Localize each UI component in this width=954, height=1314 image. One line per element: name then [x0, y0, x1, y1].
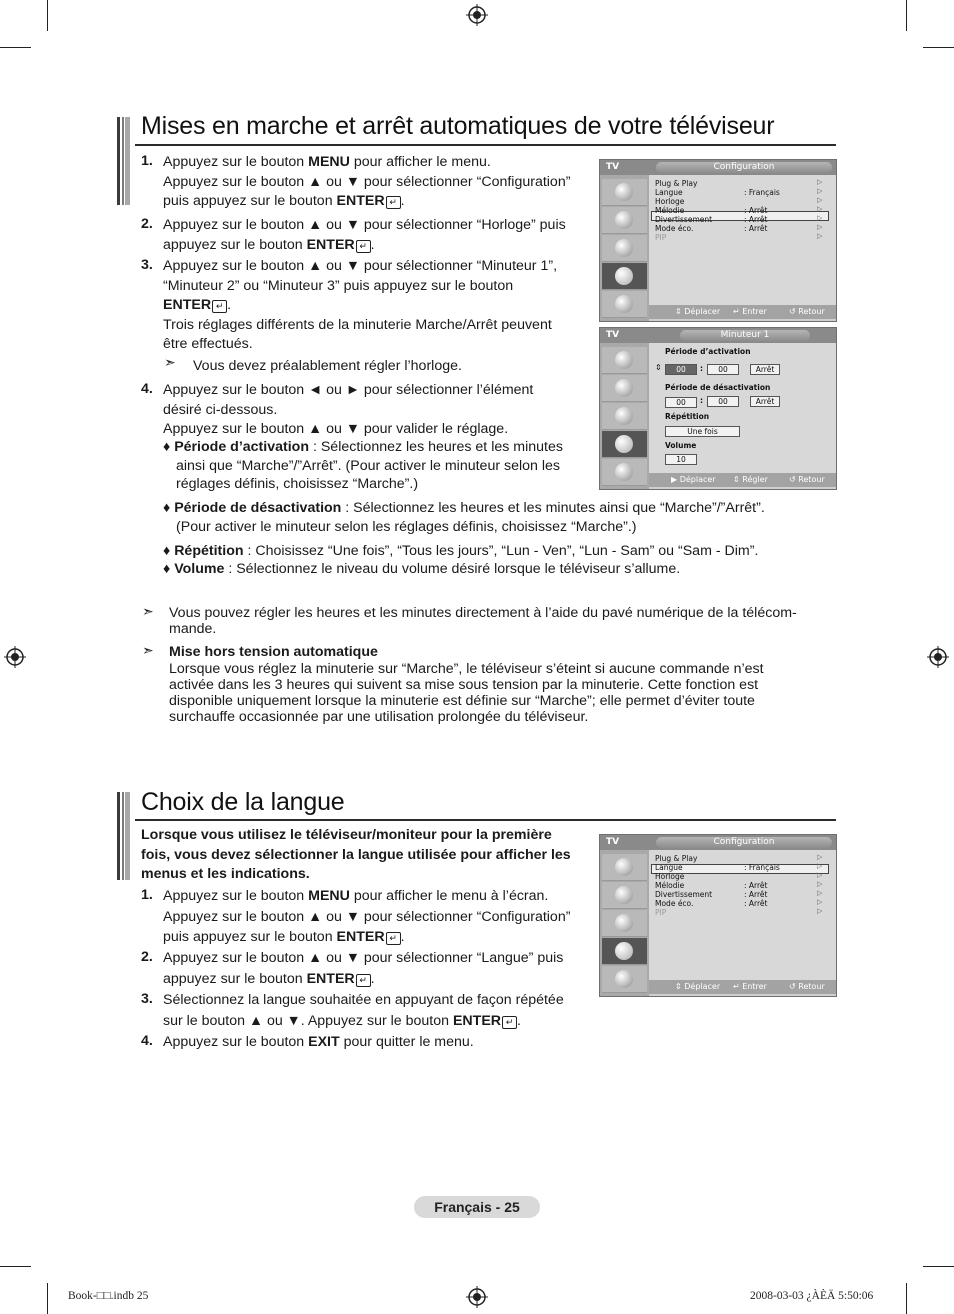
enter-icon: ↵ — [212, 300, 227, 313]
step-text: Appuyez sur le bouton ▲ ou ▼ pour sélectionner “Horloge” puis — [163, 217, 566, 233]
setup-gear-icon[interactable] — [602, 938, 647, 965]
menu-item[interactable]: PIP — [655, 233, 667, 242]
step-text: puis appuyez sur le bouton ENTER ↵ . — [163, 929, 405, 945]
arrow-right-icon: ▷ — [817, 232, 823, 240]
option-name: Volume — [174, 561, 225, 577]
volume-label: Volume — [665, 441, 697, 450]
menu-sidebar — [600, 343, 649, 489]
section-title: Choix de la langue — [141, 788, 345, 816]
menu-item[interactable]: Langue — [655, 188, 683, 197]
menu-header — [600, 835, 836, 850]
on-minute-field[interactable]: 00 — [707, 364, 739, 375]
enter-hint: ↵ Entrer — [733, 982, 767, 991]
menu-item-value: : Arrêt — [744, 899, 768, 908]
section-bar — [117, 792, 130, 880]
menu-item-value: : Arrêt — [744, 215, 768, 224]
repeat-field[interactable]: Une fois — [665, 426, 740, 437]
menu-sidebar — [600, 850, 649, 996]
crop-mark — [47, 0, 48, 31]
option-text: ♦ Répétition : Choisissez “Une fois”, “Tous les jours”, “Lun - Ven”, “Lun - Sam” ou “Sam - Dim”. — [163, 543, 759, 559]
section-bar — [117, 117, 130, 205]
step-text: “Minuteur 2” ou “Minuteur 3” puis appuyez sur le bouton — [163, 277, 514, 294]
picture-icon[interactable] — [602, 854, 647, 881]
arrow-right-icon: ▷ — [817, 196, 823, 204]
return-hint: ↺ Retour — [789, 982, 825, 991]
menu-item[interactable]: Langue — [655, 863, 683, 872]
arrow-right-icon: ▷ — [817, 178, 823, 186]
enter-icon: ↵ — [386, 196, 401, 209]
crop-mark — [0, 1266, 31, 1267]
sound-icon[interactable] — [602, 207, 647, 234]
move-hint: ⇕ Déplacer — [675, 307, 721, 316]
menu-item-value: : Arrêt — [744, 206, 768, 215]
option-name: Répétition — [174, 543, 244, 559]
tv-label: TV — [606, 837, 620, 847]
tv-label: TV — [606, 162, 620, 172]
step-text: Sélectionnez la langue souhaitée en appuyant de façon répétée — [163, 992, 564, 1008]
note-text: Vous devez préalablement régler l’horloge. — [193, 358, 462, 374]
tv-menu-configuration — [599, 834, 837, 997]
registration-mark-icon — [4, 646, 26, 668]
return-hint: ↺ Retour — [789, 475, 825, 484]
print-file-info: Book-□□.indb 25 — [68, 1290, 149, 1302]
off-minute-field[interactable]: 00 — [707, 396, 739, 407]
enter-button-label: ENTER — [336, 929, 385, 945]
enter-button-label: ENTER — [306, 970, 355, 987]
menu-item[interactable]: Divertissement — [655, 215, 713, 224]
option-name: Période de désactivation — [174, 500, 342, 516]
picture-icon[interactable] — [602, 179, 647, 206]
channel-icon[interactable] — [602, 910, 647, 937]
enter-hint: ↵ Entrer — [733, 307, 767, 316]
move-hint: ⇕ Déplacer — [675, 982, 721, 991]
page-number-badge: Français - 25 — [414, 1196, 540, 1218]
arrow-right-icon: ▷ — [817, 862, 823, 870]
enter-button-label: ENTER — [452, 1012, 502, 1029]
arrow-right-icon: ▷ — [817, 898, 823, 906]
menu-item[interactable]: Horloge — [655, 197, 685, 206]
input-icon[interactable] — [602, 291, 647, 318]
step-number: 1. — [141, 153, 153, 169]
channel-icon[interactable] — [602, 403, 647, 430]
menu-item-value: : Français — [744, 863, 780, 872]
menu-item[interactable]: Mélodie — [655, 206, 685, 215]
off-hour-field[interactable]: 00 — [665, 397, 697, 408]
registration-mark-icon — [466, 1286, 488, 1308]
option-name: Période d’activation — [174, 439, 310, 455]
step-text: Appuyez sur le bouton ▲ ou ▼ pour sélectionner “Configuration” — [163, 908, 571, 925]
enter-icon: ↵ — [386, 932, 401, 945]
crop-mark — [0, 47, 31, 48]
deactivation-label: Période de désactivation — [665, 383, 771, 392]
intro-text: Lorsque vous utilisez le téléviseur/moniteur pour la première fois, vous devez sélectionner la langue utilisée pour afficher les menus et les indications. — [141, 827, 571, 883]
step-text: appuyez sur le bouton ENTER ↵ . — [163, 970, 375, 987]
colon: : — [700, 396, 703, 405]
step-text: Appuyez sur le bouton MENU pour afficher le menu à l’écran. — [163, 888, 549, 904]
colon: : — [700, 364, 703, 373]
step-text: ENTER ↵ . — [163, 297, 232, 314]
step-number: 4. — [141, 1033, 153, 1049]
menu-header — [600, 328, 836, 343]
step-text: Appuyez sur le bouton ▲ ou ▼ pour sélectionner “Langue” puis — [163, 950, 564, 966]
menu-item[interactable]: Divertissement — [655, 890, 713, 899]
enter-button-label: ENTER — [306, 236, 355, 253]
menu-item-value: : Arrêt — [744, 890, 768, 899]
button-label: MENU — [308, 154, 350, 170]
menu-title: Minuteur 1 — [680, 330, 810, 341]
section-title: Mises en marche et arrêt automatiques de votre téléviseur — [141, 112, 775, 140]
arrow-right-icon: ▷ — [817, 223, 823, 231]
section-rule — [135, 144, 836, 146]
tv-menu-timer — [599, 327, 837, 490]
note-arrow-icon: ➣ — [142, 603, 154, 619]
menu-item[interactable]: Plug & Play — [655, 179, 698, 188]
note-arrow-icon: ➣ — [142, 642, 154, 658]
updown-icon: ⇕ — [655, 363, 662, 372]
crop-mark — [906, 0, 907, 31]
setup-gear-icon[interactable] — [602, 263, 647, 290]
arrow-right-icon: ▷ — [817, 889, 823, 897]
move-hint: ▶ Déplacer — [671, 475, 716, 484]
menu-item[interactable]: PIP — [655, 908, 667, 917]
menu-header — [600, 160, 836, 175]
input-icon[interactable] — [602, 966, 647, 993]
enter-icon: ↵ — [356, 974, 371, 987]
menu-item[interactable]: Mélodie — [655, 881, 685, 890]
menu-body — [649, 343, 836, 475]
menu-footer — [649, 473, 836, 487]
option-text: ♦ Volume : Sélectionnez le niveau du volume désiré lorsque le téléviseur s’allume. — [163, 561, 681, 577]
menu-item-value: : Arrêt — [744, 224, 768, 233]
option-text: ainsi que “Marche”/”Arrêt”. (Pour activer le minuteur selon les — [176, 457, 560, 474]
menu-item[interactable]: Plug & Play — [655, 854, 698, 863]
setup-gear-icon[interactable] — [602, 431, 647, 458]
auto-off-title: Mise hors tension automatique — [169, 644, 378, 660]
menu-item[interactable]: Mode éco. — [655, 224, 694, 233]
arrow-right-icon: ▷ — [817, 871, 823, 879]
step-number: 4. — [141, 381, 153, 397]
step-text: Trois réglages différents de la minuterie Marche/Arrêt peuvent — [163, 316, 552, 333]
registration-mark-icon — [466, 4, 488, 26]
step-number: 1. — [141, 887, 153, 903]
step-text: Appuyez sur le bouton MENU pour afficher le menu. — [163, 154, 491, 170]
step-text: désiré ci-dessous. — [163, 401, 278, 418]
menu-title: Configuration — [656, 162, 832, 173]
menu-item-value: : Français — [744, 188, 780, 197]
on-hour-field[interactable]: 00 — [665, 364, 697, 375]
button-label: MENU — [308, 888, 350, 904]
arrow-right-icon: ▷ — [817, 880, 823, 888]
tv-menu-configuration — [599, 159, 837, 322]
option-text: (Pour activer le minuteur selon les réglages définis, choisissez “Marche”.) — [176, 518, 637, 535]
menu-item[interactable]: Mode éco. — [655, 899, 694, 908]
crop-mark — [47, 1283, 48, 1314]
print-timestamp: 2008-03-03 ¿ÀÈÄ 5:50:06 — [750, 1290, 874, 1302]
input-icon[interactable] — [602, 459, 647, 486]
picture-icon[interactable] — [602, 347, 647, 374]
enter-button-label: ENTER — [163, 297, 212, 314]
step-text: sur le bouton ▲ ou ▼. Appuyez sur le bouton ENTER ↵ . — [163, 1012, 521, 1029]
enter-button-label: ENTER — [336, 193, 385, 210]
arrow-right-icon: ▷ — [817, 853, 823, 861]
step-number: 2. — [141, 216, 153, 232]
on-state-field[interactable]: Arrêt — [750, 364, 780, 375]
step-text: Appuyez sur le bouton EXIT pour quitter le menu. — [163, 1034, 474, 1050]
button-label: EXIT — [308, 1034, 340, 1050]
step-text: Appuyez sur le bouton ▲ ou ▼ pour sélectionner “Configuration” — [163, 173, 571, 190]
step-text: appuyez sur le bouton ENTER ↵ . — [163, 236, 375, 253]
crop-mark — [923, 47, 954, 48]
step-number: 3. — [141, 257, 153, 273]
sound-icon[interactable] — [602, 882, 647, 909]
menu-title: Configuration — [656, 837, 832, 848]
option-text: ♦ Période d’activation : Sélectionnez les heures et les minutes — [163, 439, 563, 455]
return-hint: ↺ Retour — [789, 307, 825, 316]
section-rule — [135, 819, 836, 821]
step-text: Appuyez sur le bouton ▲ ou ▼ pour sélectionner “Minuteur 1”, — [163, 258, 558, 274]
menu-sidebar — [600, 175, 649, 321]
enter-icon: ↵ — [502, 1016, 517, 1029]
repeat-label: Répétition — [665, 412, 710, 421]
off-state-field[interactable]: Arrêt — [750, 396, 780, 407]
menu-footer — [649, 305, 836, 319]
menu-item[interactable]: Horloge — [655, 872, 685, 881]
sound-icon[interactable] — [602, 375, 647, 402]
menu-body — [649, 175, 836, 307]
crop-mark — [923, 1266, 954, 1267]
step-text: Appuyez sur le bouton ◄ ou ► pour sélectionner l’élément — [163, 382, 534, 398]
step-text: puis appuyez sur le bouton ENTER ↵ . — [163, 193, 405, 210]
menu-footer — [649, 980, 836, 994]
step-text: Appuyez sur le bouton ▲ ou ▼ pour valider le réglage. — [163, 421, 509, 438]
enter-icon: ↵ — [356, 240, 371, 253]
step-number: 2. — [141, 949, 153, 965]
step-number: 3. — [141, 991, 153, 1007]
registration-mark-icon — [927, 646, 949, 668]
option-text: ♦ Période de désactivation : Sélectionnez les heures et les minutes ainsi que “Marche”/”Arrêt”. — [163, 500, 765, 516]
adjust-hint: ⇕ Régler — [733, 475, 768, 484]
arrow-right-icon: ▷ — [817, 907, 823, 915]
arrow-right-icon: ▷ — [817, 187, 823, 195]
auto-off-text: Lorsque vous réglez la minuterie sur “Marche”, le téléviseur s’éteint si aucune commande n’est activée dans les 3 heures qui suivent sa mise sous tension par la minuterie. Cette fonction est disponible uniquement lorsque la minuterie est définie sur “Marche”; elle permet d’éviter toute surchauffe occasionnée par une utilisation prolongée du téléviseur. — [169, 661, 764, 725]
menu-body — [649, 850, 836, 982]
menu-item-value: : Arrêt — [744, 881, 768, 890]
note-text: Vous pouvez régler les heures et les minutes directement à l’aide du pavé numérique de la télécom- mande. — [169, 605, 797, 637]
arrow-right-icon: ▷ — [817, 214, 823, 222]
step-text: être effectués. — [163, 336, 253, 353]
option-text: réglages définis, choisissez “Marche”.) — [176, 476, 419, 492]
crop-mark — [906, 1283, 907, 1314]
channel-icon[interactable] — [602, 235, 647, 262]
arrow-right-icon: ▷ — [817, 205, 823, 213]
tv-label: TV — [606, 330, 620, 340]
activation-label: Période d’activation — [665, 347, 751, 356]
volume-field[interactable]: 10 — [665, 454, 697, 465]
note-arrow-icon: ➣ — [164, 354, 176, 370]
